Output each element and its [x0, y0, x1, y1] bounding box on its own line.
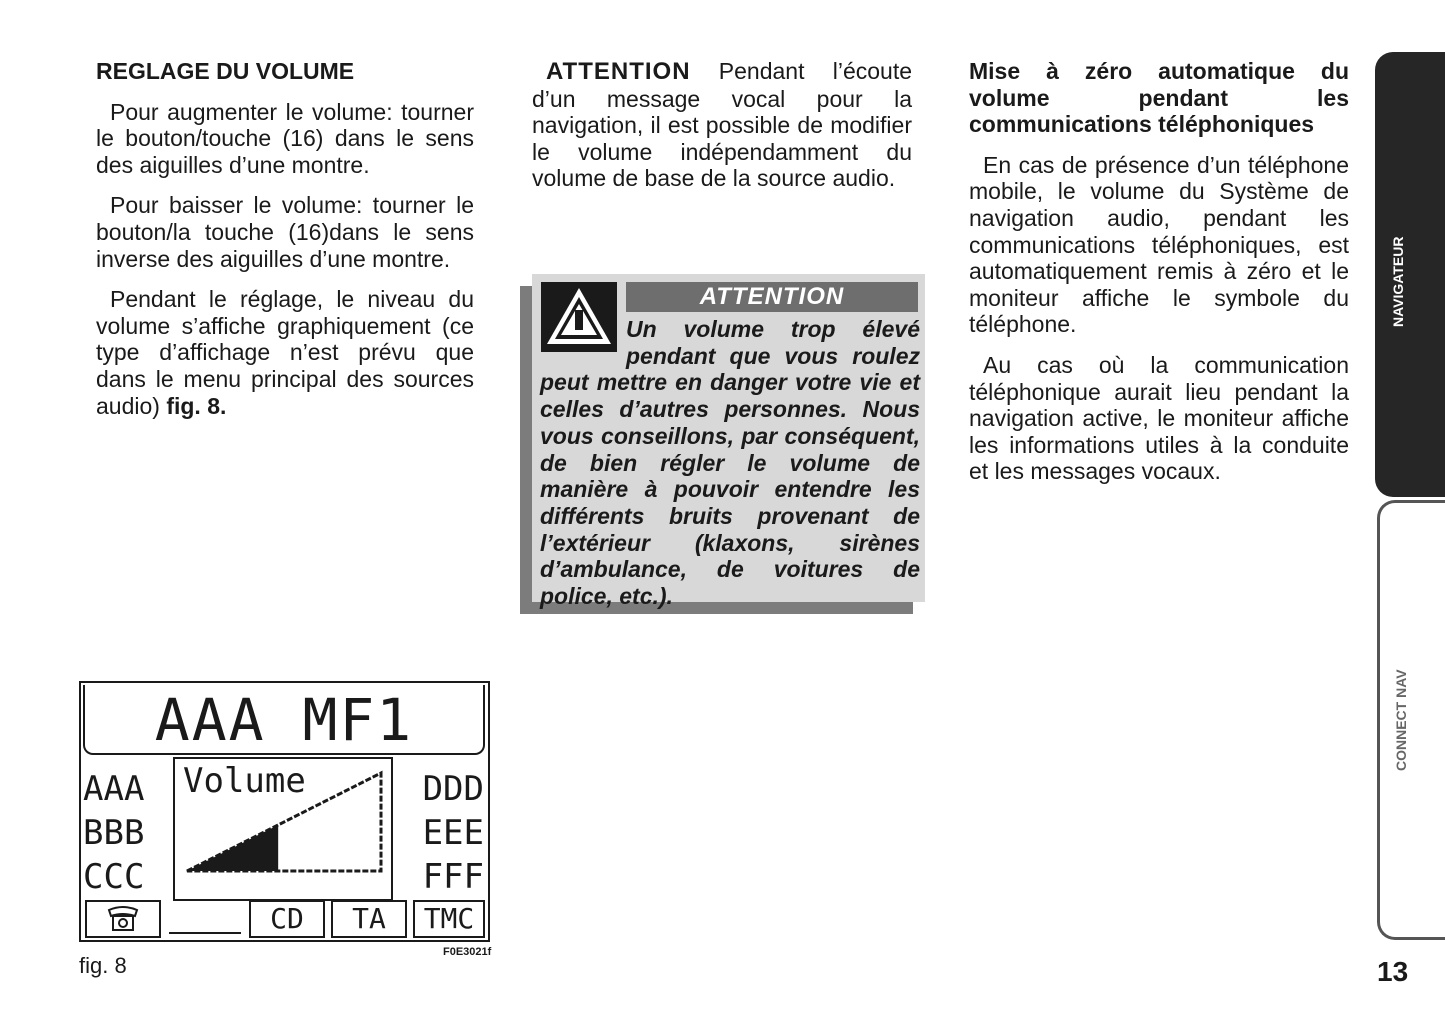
column-auto-mute	[969, 58, 1349, 499]
paragraph-increase-volume: Pour augmenter le volume: tourner le bouton/touche (16) dans le sens des aiguilles d’une montre.	[96, 98, 474, 178]
column-volume-settings	[96, 58, 474, 433]
lcd-preset: EEE	[422, 813, 484, 853]
lcd-button-tmc: TMC	[413, 900, 485, 938]
warning-title: ATTENTION	[626, 282, 918, 312]
lcd-bottom-bar	[83, 900, 486, 938]
lcd-station-text: AAA MF1	[154, 686, 414, 754]
lcd-preset: DDD	[422, 769, 484, 809]
tab-navigateur-label: NAVIGATEUR	[1390, 236, 1406, 328]
paragraph-phone-mute: En cas de présence d’un téléphone mobile, le volume du Système de navigation audio, pendant les communications téléphoniques, est automatiquement remis à zéro et le moniteur affiche le symbole du téléphone.	[969, 151, 1349, 338]
lcd-display-figure	[79, 681, 490, 942]
figure-code: F0E3021f	[443, 946, 492, 958]
lcd-preset: BBB	[83, 813, 145, 853]
attention-text: Pendant l’écoute d’un message vocal pour la navigation, il est possible de modifier le volume indépendamment du volume de base de la source audio.	[532, 58, 913, 192]
column-attention-note	[532, 58, 912, 206]
section-heading: Mise à zéro automatique du volume pendant les communications téléphoniques	[969, 58, 1349, 138]
attention-lead: ATTENTION	[546, 58, 691, 85]
figure-label: fig. 8	[79, 953, 127, 978]
lcd-button-ta: TA	[331, 900, 407, 938]
lcd-button-cd: CD	[249, 900, 325, 938]
volume-level-graphic	[175, 759, 391, 899]
lcd-presets-right	[423, 767, 484, 899]
lcd-presets-left	[83, 767, 144, 899]
paragraph-decrease-volume: Pour baisser le volume: tourner le bouton/la touche (16)dans le sens inverse des aiguilles d’une montre.	[96, 192, 474, 272]
attention-paragraph	[532, 58, 912, 192]
paragraph-text: Pendant le réglage, le niveau du volume s’affiche graphiquement (ce type d’affichage n’est prévu que dans le menu principal des sources audio)	[96, 286, 474, 419]
warning-text: Un volume trop élevé pendant que vous roulez peut mettre en danger votre vie et celles d’autres personnes. Nous vous conseillons, par conséquent, de bien régler le volume de manière à pouvoir entendre les différents bruits provenant de l’extérieur (klaxons, sirènes d’ambulance, de voitures de police, etc.).	[540, 316, 920, 610]
lcd-volume-label: Volume	[183, 761, 306, 801]
lcd-preset: FFF	[422, 857, 484, 897]
lcd-empty-slot	[169, 932, 241, 934]
warning-panel	[532, 274, 925, 610]
phone-icon	[85, 900, 161, 938]
warning-box	[520, 274, 925, 614]
paragraph-navigation-active: Au cas où la communication téléphonique aurait lieu pendant la navigation active, le moniteur affiche les informations utiles à la conduite et les messages vocaux.	[969, 351, 1349, 485]
page-number: 13	[1377, 956, 1409, 987]
lcd-preset: CCC	[83, 857, 145, 897]
volume-ramp-outline	[187, 773, 381, 871]
lcd-volume-popup	[173, 757, 393, 901]
paragraph-volume-display	[96, 286, 474, 419]
figure-reference: fig. 8.	[166, 392, 227, 419]
lcd-station-frame	[83, 685, 485, 755]
lcd-preset: AAA	[83, 769, 145, 809]
section-heading: REGLAGE DU VOLUME	[96, 58, 355, 84]
tab-connect-nav-label: CONNECT NAV	[1393, 669, 1409, 772]
